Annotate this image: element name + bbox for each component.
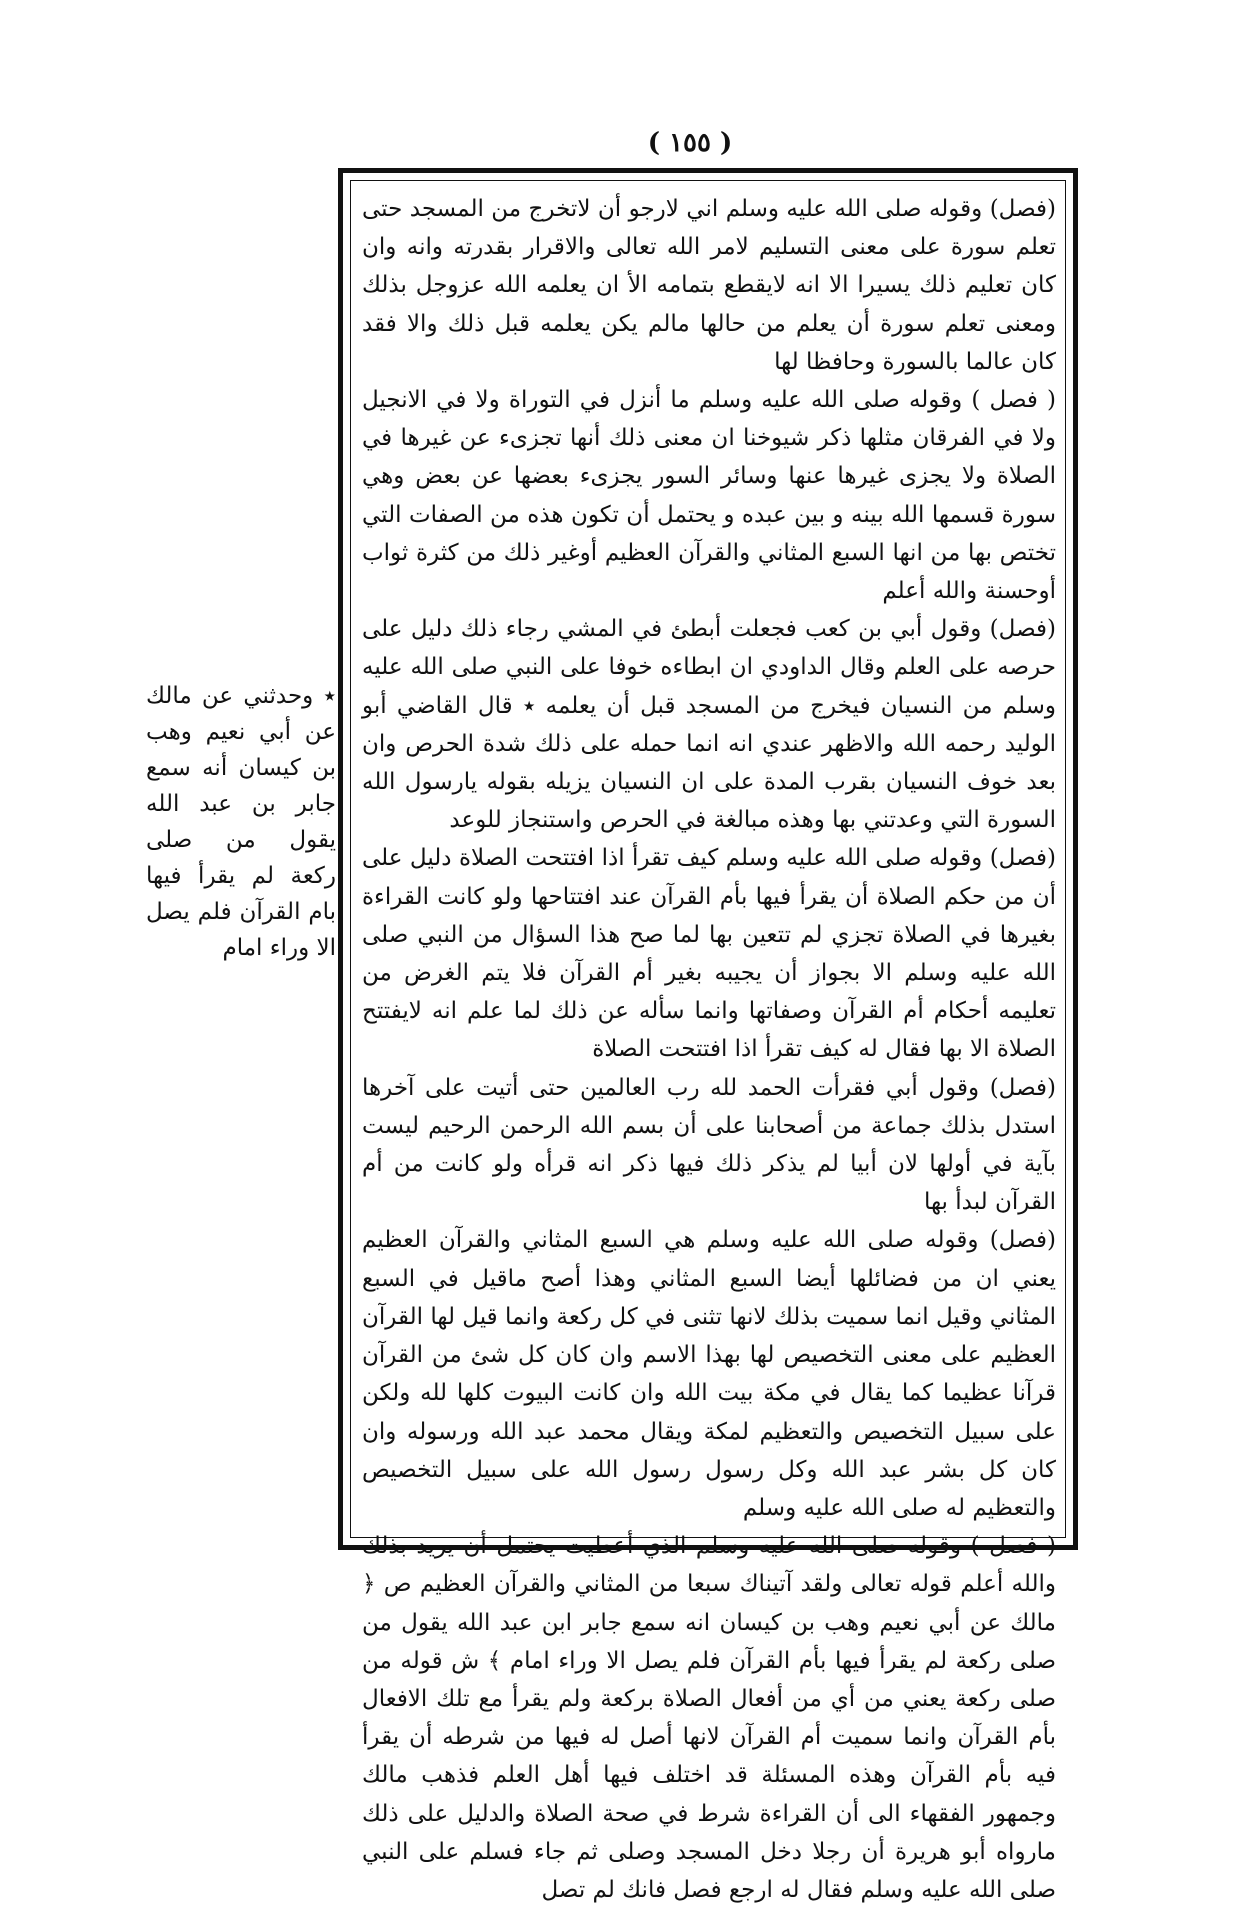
paragraph: (فصل) وقول أبي بن كعب فجعلت أبطئ في المشي رجاء ذلك دليل على حرصه على العلم وقال الداودي ان ابطاءه خوفا على النبي صلى الله عليه وسلم من النسيان فيخرج من المسجد قبل أن يعلمه ٭ قال القاضي أبو الوليد رحمه الله والاظهر عندي انه انما حمله على ذلك شدة الحرص وان بعد خوف النسيان بقرب المدة على ان النسيان يزيله بقوله يارسول الله السورة التي وعدتني بها وهذه مبالغة في الحرص واستنجاز للوعد: [362, 616, 1056, 834]
paragraph: ( فصل ) وقوله صلى الله عليه وسلم ما أنزل في التوراة ولا في الانجيل ولا في الفرقان مثلها ذكر شيوخنا ان معنى ذلك أنها تجزىء عن غيرها في الصلاة ولا يجزى غيرها عنها وسائر السور يجزىء بعضها عن بعض وهي سورة قسمها الله بينه و بين عبده و يحتمل أن تكون هذه من الصفات التي تختص بها من انها السبع المثاني والقرآن العظيم أوغير ذلك من كثرة ثواب أوحسنة والله أعلم: [362, 387, 1056, 605]
margin-note: ٭ وحدثني عن مالك عن أبي نعيم وهب بن كيسان أنه سمع جابر بن عبد الله يقول من صلى ركعة لم يقرأ فيها بام القرآن فلم يصل الا وراء امام: [146, 683, 336, 961]
paragraph: (فصل) وقوله صلى الله عليه وسلم كيف تقرأ اذا افتتحت الصلاة دليل على أن من حكم الصلاة أن يقرأ فيها بأم القرآن عند افتتاحها ولو كانت القراءة بغيرها في الصلاة تجزي لم تتعين بها لما صح هذا السؤال من النبي صلى الله عليه وسلم الا بجواز أن يجيبه بغير أم القرآن فلا يتم الغرض من تعليمه أحكام أم القرآن وصفاتها وانما سأله عن ذلك لما علم انه لايفتتح الصلاة الا بها فقال له كيف تقرأ اذا افتتحت الصلاة: [362, 845, 1056, 1063]
paragraph: (فصل) وقوله صلى الله عليه وسلم هي السبع المثاني والقرآن العظيم يعني ان من فضائلها أيضا السبع المثاني وهذا أصح ماقيل في السبع المثاني وقيل انما سميت بذلك لانها تثنى في كل ركعة وانما قيل لها القرآن العظيم على معنى التخصيص لها بهذا الاسم وان كان كل شئ من القرآن قرآنا عظيما كما يقال في مكة بيت الله وان كانت البيوت كلها لله ولكن على سبيل التخصيص والتعظيم لمكة ويقال محمد عبد الله ورسوله وان كان كل بشر عبد الله وكل رسول رسول الله على سبيل التخصيص والتعظيم له صلى الله عليه وسلم: [362, 1227, 1056, 1521]
paragraph: (فصل) وقول أبي فقرأت الحمد لله رب العالمين حتى أتيت على آخرها استدل بذلك جماعة من أصحابنا على أن بسم الله الرحمن الرحيم ليست بآية في أولها لان أبيا لم يذكر ذلك فيها ذكر انه قرأه ولو كانت من أم القرآن لبدأ بها: [362, 1074, 1056, 1216]
main-text-block: [362, 190, 1056, 1903]
paragraph: ( فصل ) وقوله صلى الله عليه وسلم الذي أعطيت يحتمل أن يريد بذلك والله أعلم قوله تعالى ولقد آتيناك سبعا من المثاني والقرآن العظيم ص ﴿ مالك عن أبي نعيم وهب بن كيسان انه سمع جابر ابن عبد الله يقول من صلى ركعة لم يقرأ فيها بأم القرآن فلم يصل الا وراء امام ﴾ ش قوله من صلى ركعة يعني من أي من أفعال الصلاة بركعة ولم يقرأ مع تلك الافعال بأم القرآن وانما سميت أم القرآن لانها أصل له فيها من شرطه أن يقرأ فيه بأم القرآن وهذه المسئلة قد اختلف فيها أهل العلم فذهب مالك وجمهور الفقهاء الى أن القراءة شرط في صحة الصلاة والدليل على ذلك مارواه أبو هريرة أن رجلا دخل المسجد وصلى ثم جاء فسلم على النبي صلى الله عليه وسلم فقال له ارجع فصل فانك لم تصل: [362, 1533, 1056, 1903]
page-number: ( ١٥٥ ): [647, 128, 733, 158]
paragraph: (فصل) وقوله صلى الله عليه وسلم اني لارجو أن لاتخرج من المسجد حتى تعلم سورة على معنى التسليم لامر الله تعالى والاقرار بقدرته وانه وان كان تعليم ذلك يسيرا الا انه لايقطع بتمامه الأ ان يعلمه الله عزوجل بذلك ومعنى تعلم سورة أن يعلم من حالها مالم يكن يعلمه قبل ذلك والا فقد كان عالما بالسورة وحافظا لها: [362, 196, 1056, 375]
